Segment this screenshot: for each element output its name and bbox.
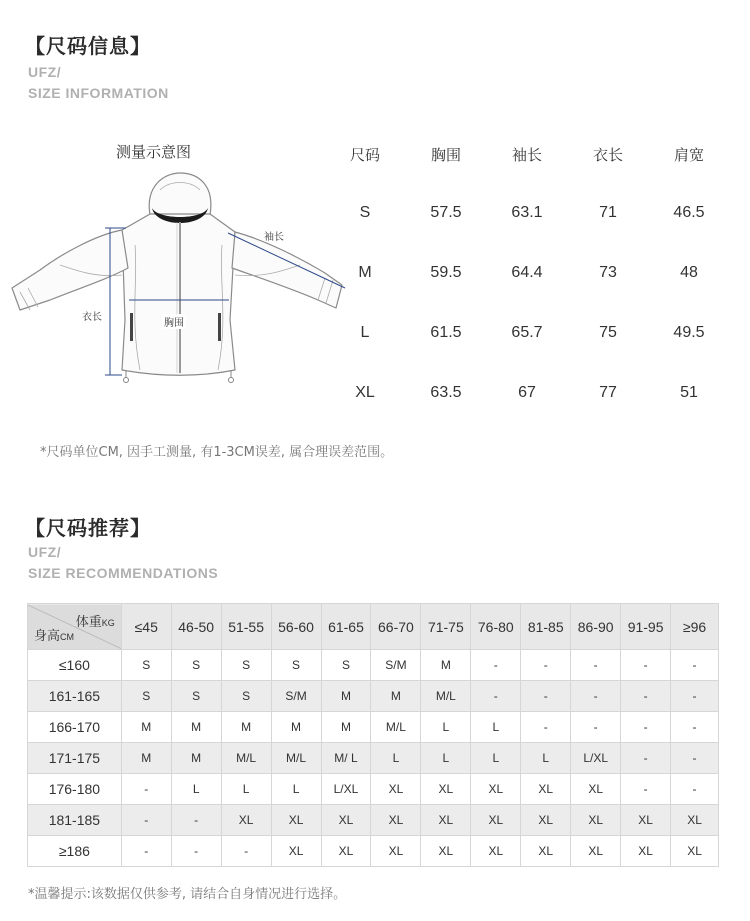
size-rec-title: 【尺码推荐】 — [25, 516, 151, 540]
rec-cell: M/L — [371, 712, 421, 743]
rec-cell: XL — [371, 805, 421, 836]
rec-cell: S — [271, 650, 321, 681]
rec-row — [28, 836, 719, 867]
size-row — [330, 204, 730, 234]
rec-cell: M/L — [271, 743, 321, 774]
rec-cell: S — [321, 650, 371, 681]
rec-cell: XL — [571, 836, 621, 867]
corner-weight-label: 体重KG — [75, 613, 115, 629]
size-info-note: *尺码单位CM, 因手工测量, 有1-3CM误差, 属合理误差范围。 — [40, 445, 394, 460]
rec-cell: - — [471, 650, 521, 681]
rec-cell: M/L — [421, 681, 471, 712]
rec-cell: - — [521, 650, 571, 681]
size-rec-note: *温馨提示:该数据仅供参考, 请结合自身情况进行选择。 — [28, 887, 347, 902]
header-sleeve: 袖长 — [511, 146, 542, 164]
size-rec-subtitle-brand: UFZ/ — [28, 544, 62, 560]
rec-cell: - — [121, 774, 171, 805]
size-info-title: 【尺码信息】 — [25, 34, 151, 58]
rec-cell: L — [271, 774, 321, 805]
rec-cell: - — [571, 650, 621, 681]
size-info-subtitle: SIZE INFORMATION — [28, 85, 169, 101]
rec-cell: M — [271, 712, 321, 743]
size-cell: XL — [355, 384, 375, 401]
rec-cell: - — [171, 805, 221, 836]
rec-cell: XL — [321, 836, 371, 867]
weight-header: 51-55 — [221, 604, 271, 650]
rec-row — [28, 712, 719, 743]
rec-cell: XL — [671, 836, 719, 867]
weight-header: 91-95 — [621, 604, 671, 650]
diagram-title: 测量示意图 — [116, 143, 192, 161]
rec-cell: L — [471, 712, 521, 743]
rec-cell: XL — [621, 836, 671, 867]
rec-cell: XL — [321, 805, 371, 836]
rec-cell: XL — [221, 805, 271, 836]
header-chest: 胸围 — [430, 146, 461, 164]
weight-header: 56-60 — [271, 604, 321, 650]
height-cell: 166-170 — [28, 712, 122, 743]
weight-header: ≥96 — [671, 604, 719, 650]
rec-cell: - — [621, 681, 671, 712]
label-chest: 胸围 — [162, 314, 186, 329]
size-cell: 51 — [680, 384, 698, 401]
size-cell: 71 — [599, 204, 617, 221]
size-cell: 63.5 — [430, 384, 462, 401]
size-cell: 63.1 — [511, 204, 543, 221]
rec-cell: S/M — [371, 650, 421, 681]
rec-cell: XL — [371, 836, 421, 867]
header-length: 衣长 — [592, 146, 623, 164]
rec-cell: - — [671, 681, 719, 712]
rec-cell: XL — [521, 836, 571, 867]
rec-cell: M — [321, 681, 371, 712]
rec-header-row — [28, 604, 719, 650]
rec-cell: M — [171, 712, 221, 743]
rec-cell: S — [121, 681, 171, 712]
size-cell: 46.5 — [673, 204, 705, 221]
rec-cell: XL — [671, 805, 719, 836]
rec-row — [28, 805, 719, 836]
size-cell: 73 — [599, 264, 617, 281]
rec-cell: M/L — [221, 743, 271, 774]
rec-cell: M — [121, 712, 171, 743]
rec-cell: - — [571, 712, 621, 743]
rec-cell: L — [421, 712, 471, 743]
rec-cell: S — [221, 681, 271, 712]
rec-cell: S — [171, 681, 221, 712]
size-cell: 49.5 — [673, 324, 705, 341]
rec-cell: - — [671, 650, 719, 681]
weight-header: ≤45 — [121, 604, 171, 650]
size-cell: 48 — [680, 264, 698, 281]
size-cell: 59.5 — [430, 264, 462, 281]
rec-cell: S/M — [271, 681, 321, 712]
rec-cell: - — [621, 774, 671, 805]
size-cell: 61.5 — [430, 324, 462, 341]
rec-cell: XL — [471, 774, 521, 805]
height-cell: ≤160 — [28, 650, 122, 681]
size-row — [330, 384, 730, 414]
height-cell: 176-180 — [28, 774, 122, 805]
weight-header: 81-85 — [521, 604, 571, 650]
weight-header: 66-70 — [371, 604, 421, 650]
rec-cell: L — [521, 743, 571, 774]
height-cell: ≥186 — [28, 836, 122, 867]
rec-row — [28, 681, 719, 712]
height-cell: 171-175 — [28, 743, 122, 774]
rec-cell: - — [621, 650, 671, 681]
size-cell: S — [359, 204, 371, 221]
rec-cell: M — [121, 743, 171, 774]
header-size: 尺码 — [349, 146, 380, 164]
size-cell: M — [358, 264, 372, 281]
rec-cell: - — [521, 712, 571, 743]
rec-cell: M — [321, 712, 371, 743]
rec-cell: XL — [521, 774, 571, 805]
rec-cell: L/XL — [321, 774, 371, 805]
size-rec-subtitle: SIZE RECOMMENDATIONS — [28, 565, 219, 581]
rec-row — [28, 774, 719, 805]
rec-cell: XL — [421, 805, 471, 836]
rec-row — [28, 650, 719, 681]
rec-cell: M — [221, 712, 271, 743]
rec-cell: XL — [571, 805, 621, 836]
rec-cell: M — [371, 681, 421, 712]
rec-cell: L — [171, 774, 221, 805]
header-shoulder: 肩宽 — [673, 146, 704, 164]
rec-cell: - — [521, 681, 571, 712]
height-cell: 181-185 — [28, 805, 122, 836]
rec-cell: XL — [621, 805, 671, 836]
rec-cell: - — [671, 743, 719, 774]
rec-cell: XL — [271, 805, 321, 836]
size-cell: 77 — [599, 384, 617, 401]
rec-cell: XL — [421, 836, 471, 867]
rec-cell: XL — [421, 774, 471, 805]
rec-cell: XL — [271, 836, 321, 867]
rec-row — [28, 743, 719, 774]
size-recommendation-table — [27, 603, 719, 867]
size-cell: L — [360, 324, 370, 341]
rec-cell: L/XL — [571, 743, 621, 774]
rec-cell: - — [121, 836, 171, 867]
rec-cell: XL — [371, 774, 421, 805]
rec-cell: L — [371, 743, 421, 774]
rec-cell: XL — [471, 836, 521, 867]
height-cell: 161-165 — [28, 681, 122, 712]
rec-cell: M/ L — [321, 743, 371, 774]
rec-cell: - — [171, 836, 221, 867]
rec-cell: XL — [571, 774, 621, 805]
rec-cell: L — [221, 774, 271, 805]
rec-cell: XL — [471, 805, 521, 836]
weight-header: 61-65 — [321, 604, 371, 650]
jacket-measurement-diagram — [0, 170, 360, 385]
rec-cell: S — [171, 650, 221, 681]
size-cell: 67 — [518, 384, 536, 401]
size-info-subtitle-brand: UFZ/ — [28, 64, 62, 80]
size-row — [330, 264, 730, 294]
label-sleeve: 袖长 — [264, 232, 284, 243]
rec-cell: - — [621, 743, 671, 774]
size-table-header — [330, 144, 730, 174]
rec-cell: M — [171, 743, 221, 774]
rec-cell: S — [121, 650, 171, 681]
size-cell: 64.4 — [511, 264, 543, 281]
rec-corner-cell — [28, 604, 122, 650]
size-cell: 57.5 — [430, 204, 462, 221]
rec-cell: - — [621, 712, 671, 743]
rec-cell: S — [221, 650, 271, 681]
rec-cell: - — [121, 805, 171, 836]
size-cell: 75 — [599, 324, 617, 341]
rec-cell: M — [421, 650, 471, 681]
weight-header: 71-75 — [421, 604, 471, 650]
rec-cell: - — [221, 836, 271, 867]
size-row — [330, 324, 730, 354]
corner-height-label: 身高CM — [34, 627, 75, 643]
rec-cell: - — [471, 681, 521, 712]
rec-cell: L — [421, 743, 471, 774]
label-length: 衣长 — [82, 312, 102, 323]
weight-header: 76-80 — [471, 604, 521, 650]
weight-header: 86-90 — [571, 604, 621, 650]
rec-cell: - — [671, 774, 719, 805]
rec-cell: L — [471, 743, 521, 774]
rec-cell: - — [571, 681, 621, 712]
rec-cell: - — [671, 712, 719, 743]
weight-header: 46-50 — [171, 604, 221, 650]
rec-cell: XL — [521, 805, 571, 836]
size-cell: 65.7 — [511, 324, 543, 341]
